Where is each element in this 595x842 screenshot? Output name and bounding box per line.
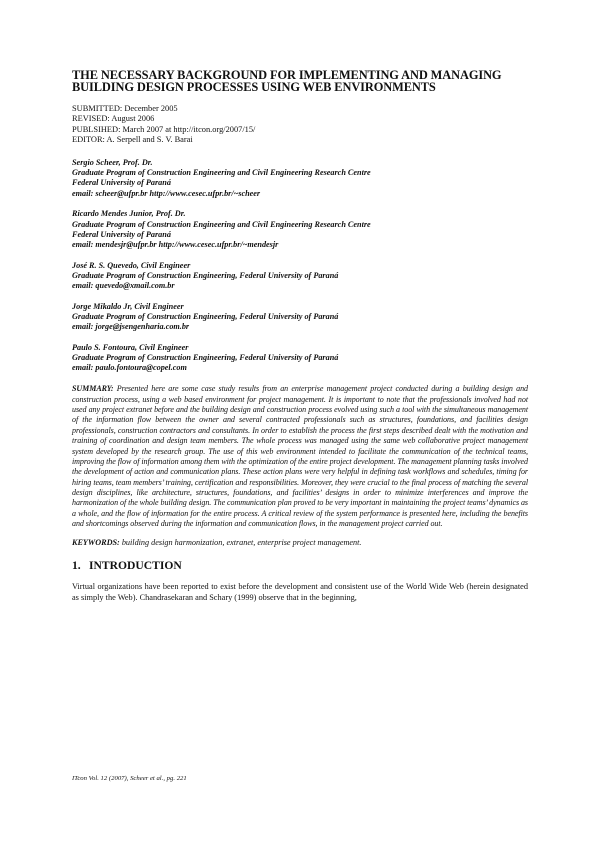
summary-text: Presented here are some case study results from an enterprise management project conducted during a building design and construction process, using a web based environment for project management. It is important to note that the professionals involved had not used any project extranet before and the building design and construction process evolved using such a tool with the simultaneous management of the information flow between the owner and several contracted professionals such as structures, foundations, and facilities design professionals, construction contractors and consultants. In order to establish the process the first steps described dealt with the motivation and training of coordination and design team members. The whole process was managed using the same web collaborative project management system developed by the research group. The use of this web environment intended to facilitate the communication of the technical teams, improving the flow of information among them with the optimization of the entire project development. The management planning tasks involved the development of action and communication plans. These action plans were very helpful in defining task workflows and schedules, timing for hiring teams, team members’ training, certification and responsibilities. Moreover, they were crucial to the final process of matching the several design disciplines, like architecture, structures, foundations, and facilities’ designs in order to minimize interferences and improve the harmonization of the whole building design. The communication plan proved to be very important in maintaining the project teams’ dynamics as a whole, and the flow of information for the entire process. A critical review of the system performance is presented here, including the benefits and shortcomings observed during the information and communication flows, in the management project carried out.: [72, 384, 528, 528]
author-name: Sergio Scheer, Prof. Dr.: [72, 158, 153, 167]
editor-info: EDITOR: A. Serpell and S. V. Barai: [72, 134, 193, 144]
author-block: [72, 209, 528, 250]
author-name: José R. S. Quevedo, Civil Engineer: [72, 260, 191, 270]
summary-paragraph: [72, 384, 528, 529]
keywords-label: KEYWORDS:: [72, 538, 120, 548]
paper-title: THE NECESSARY BACKGROUND FOR IMPLEMENTING AND MANAGING BUILDING DESIGN PROCESSES USING WEB ENVIRONMENTS: [72, 68, 502, 94]
revised-date: REVISED: August 2006: [72, 114, 155, 124]
page-footer: ITcon Vol. 12 (2007), Scheer et al., pg. 221: [72, 775, 187, 782]
author-institution: Federal University of Paraná: [72, 229, 171, 239]
intro-paragraph: Virtual organizations have been reported to exist before the development and consistent use of the World Wide Web (herein designated as simply the Web). Chandrasekaran and Schary (1999) observe that in the beginning,: [72, 582, 528, 602]
author-affiliation: Graduate Program of Construction Engineering and Civil Engineering Research Centre: [72, 219, 371, 229]
author-block: [72, 158, 528, 199]
author-affiliation: Graduate Program of Construction Engineering, Federal University of Paraná: [72, 270, 339, 280]
author-email: email: mendesjr@ufpr.br http://www.cesec.ufpr.br/~mendesjr: [72, 239, 279, 249]
author-list: [72, 158, 528, 373]
author-email: email: jorge@jsengenharia.com.br: [72, 322, 190, 332]
author-block: [72, 302, 528, 333]
published-info: PUBLSIHED: March 2007 at http://itcon.org/2007/15/: [72, 124, 256, 134]
summary-label: SUMMARY:: [72, 384, 114, 394]
section-title: INTRODUCTION: [89, 559, 182, 573]
keywords-line: [72, 538, 528, 548]
author-email: email: quevedo@xmail.com.br: [72, 281, 175, 291]
author-name: Ricardo Mendes Junior, Prof. Dr.: [72, 209, 186, 219]
section-number: 1.: [72, 559, 81, 573]
author-email: email: scheer@ufpr.br http://www.cesec.ufpr.br/~scheer: [72, 188, 261, 198]
author-email: email: paulo.fontoura@copel.com: [72, 363, 187, 373]
section-heading: [72, 559, 528, 572]
author-affiliation: Graduate Program of Construction Engineering, Federal University of Paraná: [72, 353, 339, 363]
author-block: [72, 343, 528, 374]
publication-meta: [72, 104, 528, 145]
author-institution: Federal University of Paraná: [72, 178, 171, 188]
paper-page: [72, 70, 528, 612]
author-name: Jorge Mikaldo Jr, Civil Engineer: [72, 301, 184, 311]
author-block: [72, 261, 528, 292]
author-name: Paulo S. Fontoura, Civil Engineer: [72, 342, 189, 352]
keywords-text: building design harmonization, extranet, enterprise project management.: [121, 538, 362, 548]
submitted-date: SUBMITTED: December 2005: [72, 104, 178, 114]
author-affiliation: Graduate Program of Construction Engineering and Civil Engineering Research Centre: [72, 168, 371, 178]
author-affiliation: Graduate Program of Construction Engineering, Federal University of Paraná: [72, 311, 339, 321]
